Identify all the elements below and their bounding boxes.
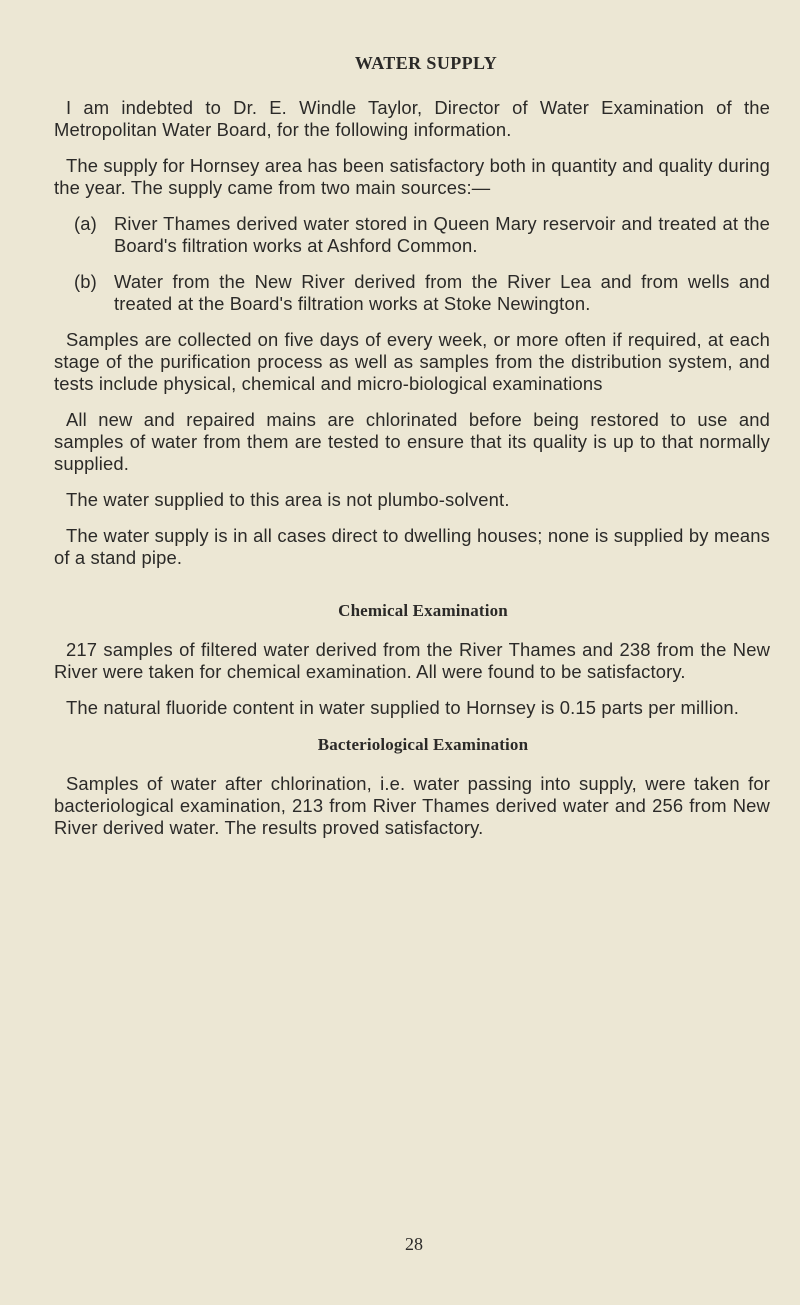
chemical-heading: Chemical Examination	[338, 601, 508, 620]
chemical-paragraph: 217 samples of filtered water derived from the River Thames and 238 from the New River were taken for chemical examination. All were found to be satisfactory.	[54, 639, 770, 682]
source-text: Water from the New River derived from the River Lea and from wells and treated at the Board's filtration works at Stoke Newington.	[114, 271, 770, 314]
standpipe-paragraph: The water supply is in all cases direct to dwelling houses; none is supplied by means of a stand pipe.	[54, 525, 770, 568]
source-label: (a)	[74, 213, 97, 234]
intro-paragraph: I am indebted to Dr. E. Windle Taylor, Director of Water Examination of the Metropolitan Water Board, for the following information.	[54, 97, 770, 140]
fluoride-paragraph: The natural fluoride content in water supplied to Hornsey is 0.15 parts per million.	[66, 697, 739, 718]
source-item-b	[54, 271, 770, 315]
bacteriological-paragraph: Samples of water after chlorination, i.e. water passing into supply, were taken for bacteriological examination, 213 from River Thames derived water and 256 from New River derived water. The results proved satisfactory.	[54, 773, 770, 838]
source-item-a	[54, 213, 770, 257]
source-label: (b)	[74, 271, 97, 292]
page-title: WATER SUPPLY	[354, 53, 498, 73]
supply-paragraph: The supply for Hornsey area has been satisfactory both in quantity and quality during the year. The supply came from two main sources:—	[54, 155, 770, 198]
source-text: River Thames derived water stored in Queen Mary reservoir and treated at the Board's filtration works at Ashford Common.	[114, 213, 770, 256]
bacteriological-heading: Bacteriological Examination	[317, 735, 529, 754]
samples-paragraph: Samples are collected on five days of every week, or more often if required, at each stage of the purification process as well as samples from the distribution system, and tests include physical, chemical and micro-biological examinations	[54, 329, 770, 394]
document-page	[54, 52, 770, 853]
plumbo-paragraph: The water supplied to this area is not plumbo-solvent.	[66, 489, 510, 510]
mains-paragraph: All new and repaired mains are chlorinated before being restored to use and samples of water from them are tested to ensure that its quality is up to that normally supplied.	[54, 409, 770, 474]
page-number: 28	[405, 1234, 423, 1254]
